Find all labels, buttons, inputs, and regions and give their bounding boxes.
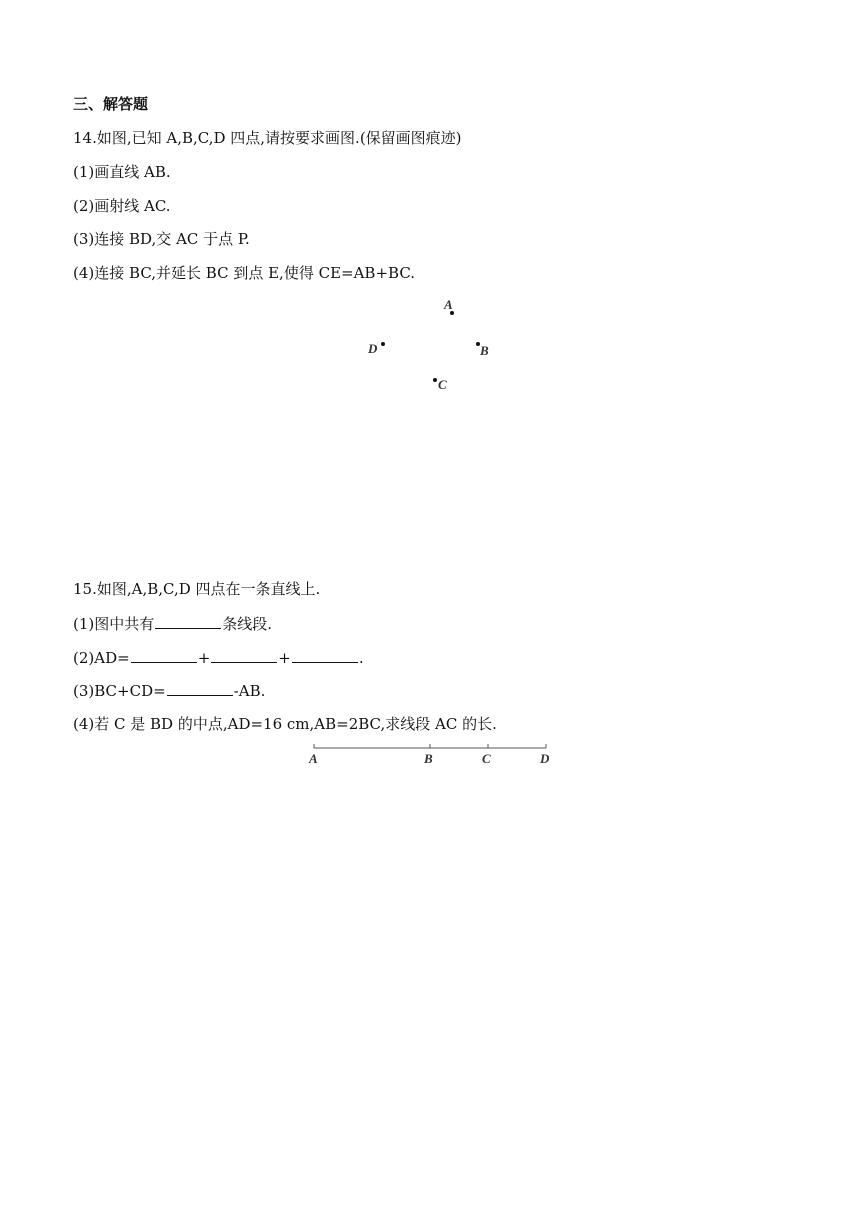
q14-part-4: (4)连接 BC,并延长 BC 到点 E,使得 CE=AB+BC. [73, 264, 416, 282]
answer-blank[interactable] [155, 613, 221, 629]
answer-blank[interactable] [131, 647, 197, 663]
label-d: D [540, 751, 550, 766]
q15-part-4: (4)若 C 是 BD 的中点,AD=16 cm,AB=2BC,求线段 AC 的长. [73, 715, 497, 733]
q15-figure [300, 738, 560, 770]
section-title: 三、解答题 [73, 95, 149, 113]
plus-sign: + [278, 649, 291, 667]
point-b-label: B [480, 343, 489, 358]
point-a-label: A [444, 297, 453, 312]
q15-part-2-after: . [358, 649, 364, 667]
point-d-label: D [368, 341, 378, 356]
label-a: A [309, 751, 318, 766]
q15-part-2-before: (2)AD= [73, 649, 130, 667]
q14-part-1: (1)画直线 AB. [73, 163, 171, 181]
q15-part-3 [73, 680, 265, 701]
q14-stem: 14.如图,已知 A,B,C,D 四点,请按要求画图.(保留画图痕迹) [73, 129, 462, 147]
q14-part-2: (2)画射线 AC. [73, 197, 171, 215]
answer-blank[interactable] [292, 647, 358, 663]
plus-sign: + [197, 649, 211, 667]
point-d-dot [381, 342, 385, 346]
q15-part-2 [73, 647, 364, 668]
q14-figure [360, 292, 500, 396]
q15-part-1-after: 条线段. [222, 615, 273, 633]
point-c-dot [433, 378, 437, 382]
answer-blank[interactable] [167, 680, 233, 696]
q15-part-1 [73, 613, 272, 634]
label-c: C [482, 751, 491, 766]
q15-part-3-before: (3)BC+CD= [73, 682, 166, 700]
q15-stem: 15.如图,A,B,C,D 四点在一条直线上. [73, 580, 321, 598]
label-b: B [424, 751, 433, 766]
q15-part-3-after: -AB. [233, 682, 266, 700]
answer-blank[interactable] [211, 647, 277, 663]
q14-part-3: (3)连接 BD,交 AC 于点 P. [73, 230, 250, 248]
point-c-label: C [438, 377, 447, 392]
q15-part-1-before: (1)图中共有 [73, 615, 155, 633]
